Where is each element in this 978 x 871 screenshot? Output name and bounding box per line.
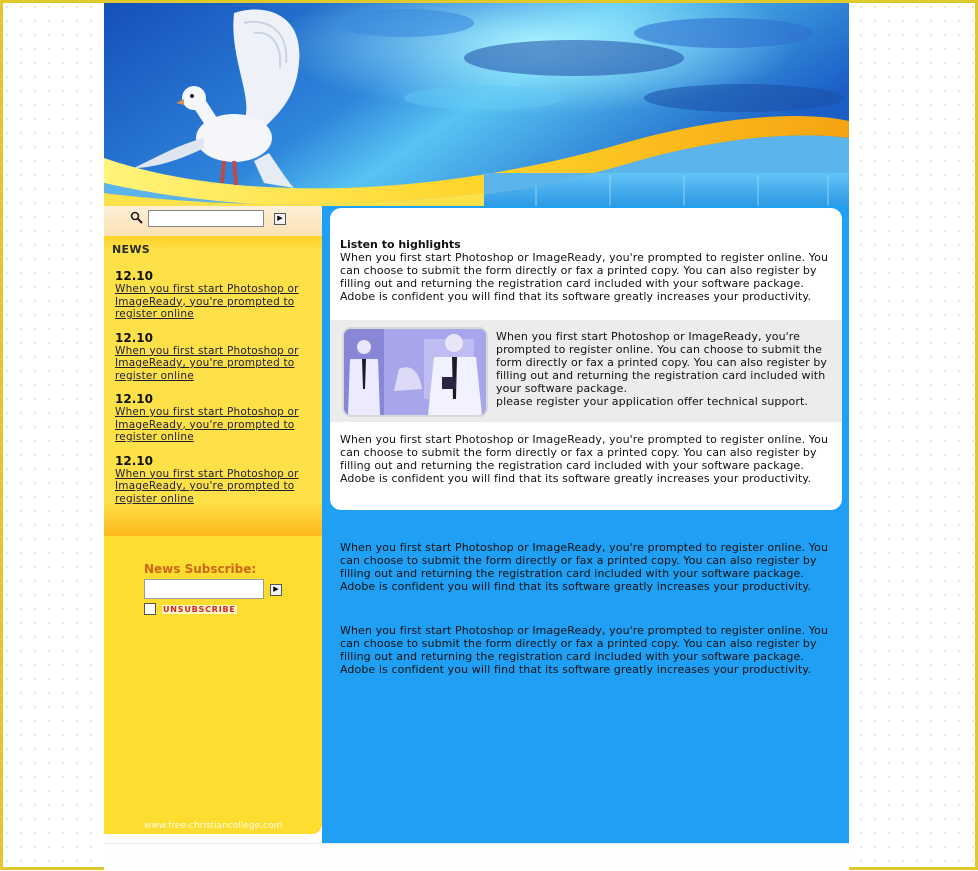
news-item bbox=[115, 454, 315, 506]
box-paragraph bbox=[340, 433, 830, 485]
news-list bbox=[115, 269, 315, 515]
highlights-text-2: Adobe is confident you will find that its software greatly increases your productivity. bbox=[340, 290, 812, 303]
news-date: 12.10 bbox=[115, 392, 153, 406]
people-photo-image bbox=[344, 329, 486, 415]
featured-text: When you first start Photoshop or ImageReady, you're prompted to register online. You can choose to submit the form directly or fax a printed copy. You can also register by filling out and returning the registration card included with your software package. bbox=[496, 330, 828, 395]
news-panel bbox=[104, 236, 322, 536]
blue-text-2: Adobe is confident you will find that its software greatly increases your productivity. bbox=[340, 663, 812, 676]
news-item bbox=[115, 269, 315, 321]
news-link[interactable]: When you first start Photoshop or ImageReady, you're prompted to register online bbox=[115, 344, 299, 382]
box-text: When you first start Photoshop or ImageReady, you're prompted to register online. You can choose to submit the form directly or fax a printed copy. You can also register by filling out and returning the registration card included with your software package. bbox=[340, 433, 829, 472]
unsubscribe-row bbox=[144, 603, 264, 615]
highlights-box bbox=[330, 208, 842, 510]
footer-strip bbox=[104, 843, 849, 871]
arrow-right-icon: ▶ bbox=[277, 215, 283, 222]
page bbox=[104, 3, 849, 870]
news-item bbox=[115, 392, 315, 444]
arrow-right-icon: ▶ bbox=[273, 586, 279, 593]
unsubscribe-checkbox[interactable] bbox=[144, 603, 156, 615]
header-artwork bbox=[104, 3, 849, 206]
search-icon bbox=[130, 211, 144, 225]
news-subscribe-form bbox=[144, 562, 279, 615]
news-item bbox=[115, 331, 315, 383]
news-date: 12.10 bbox=[115, 269, 153, 283]
highlights-section bbox=[340, 238, 830, 303]
blue-paragraph-1 bbox=[340, 541, 830, 593]
watermark-text: www.free-christiancollege.com bbox=[144, 821, 283, 831]
news-heading: NEWS bbox=[112, 243, 150, 256]
subscribe-email-input[interactable] bbox=[144, 579, 264, 599]
featured-text-block bbox=[496, 330, 832, 408]
featured-band bbox=[330, 320, 842, 422]
news-date: 12.10 bbox=[115, 453, 153, 468]
box-text-2: Adobe is confident you will find that its software greatly increases your productivity. bbox=[340, 472, 812, 485]
unsubscribe-label: UNSUBSCRIBE bbox=[163, 604, 236, 614]
highlights-text: When you first start Photoshop or ImageReady, you're prompted to register online. You can choose to submit the form directly or fax a printed copy. You can also register by filling out and returning the registration card included with your software package. bbox=[340, 251, 829, 290]
blue-text: When you first start Photoshop or ImageReady, you're prompted to register online. You can choose to submit the form directly or fax a printed copy. You can also register by filling out and returning the registration card included with your software package. bbox=[340, 624, 829, 663]
blue-paragraph-2 bbox=[340, 624, 830, 676]
featured-text-2: please register your application offer technical support. bbox=[496, 395, 809, 408]
search-bar bbox=[104, 206, 322, 236]
blue-text-2: Adobe is confident you will find that its software greatly increases your productivity. bbox=[340, 580, 812, 593]
main-content bbox=[322, 206, 849, 843]
search-go-button[interactable] bbox=[274, 213, 286, 225]
featured-photo bbox=[342, 327, 488, 417]
news-link[interactable]: When you first start Photoshop or ImageReady, you're prompted to register online bbox=[115, 467, 299, 505]
header-banner bbox=[104, 3, 849, 206]
sidebar bbox=[104, 236, 322, 834]
blue-text: When you first start Photoshop or ImageReady, you're prompted to register online. You can choose to submit the form directly or fax a printed copy. You can also register by filling out and returning the registration card included with your software package. bbox=[340, 541, 829, 580]
search-input[interactable] bbox=[148, 210, 264, 227]
subscribe-go-button[interactable] bbox=[270, 584, 282, 596]
news-link[interactable]: When you first start Photoshop or ImageReady, you're prompted to register online bbox=[115, 406, 299, 443]
news-link[interactable]: When you first start Photoshop or ImageReady, you're prompted to register online bbox=[115, 283, 299, 320]
highlights-title: Listen to highlights bbox=[340, 238, 461, 251]
subscribe-label: News Subscribe: bbox=[144, 562, 257, 576]
news-date: 12.10 bbox=[115, 330, 153, 345]
